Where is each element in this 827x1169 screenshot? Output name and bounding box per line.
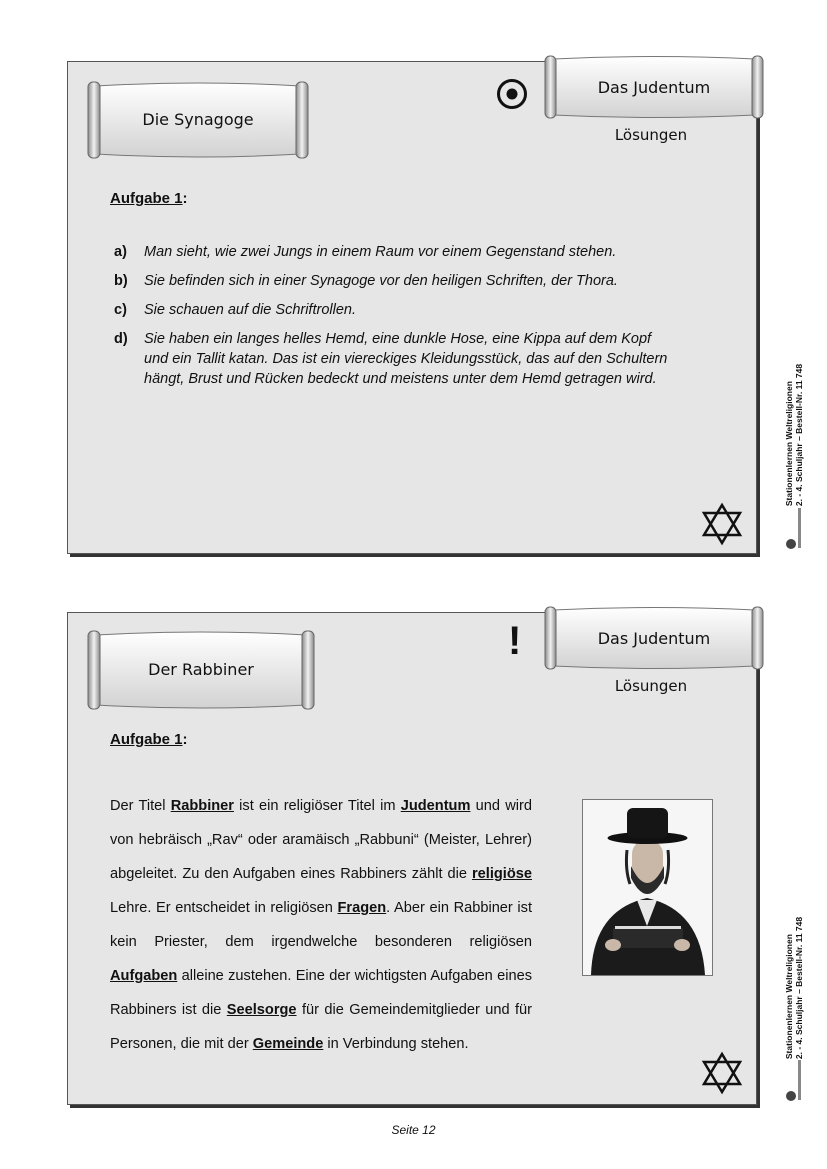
star-of-david-icon [700, 1051, 744, 1095]
topic-scroll [86, 629, 316, 711]
category-subtitle: Lösungen [614, 126, 688, 144]
category-scroll [543, 54, 765, 120]
keyword: Rabbiner [170, 798, 234, 814]
topic-title: Die Synagoge [142, 110, 254, 129]
side-label: Stationenlernen Weltreligionen 2. - 4. Schuljahr – Bestell-Nr. 11 748 [784, 916, 804, 1060]
answer-paragraph: Der Titel Rabbiner ist ein religiöser Titel im Judentum und wird von hebräisch „Rav“ oder aramäisch „Rabbuni“ (Meister, Lehrer) abgeleitet. Zu den Aufgaben eines Rabbiners zählt die religiöse Lehre. Er entscheidet in religiösen Fragen. Aber ein Rabbiner ist kein Priester, dem irgendwelche besonderen religiösen Aufgaben alleine zustehen. Eine der wichtigsten Aufgaben eines Rabbiners ist die Seelsorge für die Gemeindemitglieder und für Personen, die mit der Gemeinde in Verbindung stehen. [110, 798, 532, 1052]
category-title: Das Judentum [597, 629, 711, 648]
answer-item: c) Sie schauen auf die Schriftrollen. [114, 302, 356, 318]
keyword: Aufgaben [110, 968, 178, 984]
target-icon [496, 78, 528, 110]
category-scroll [543, 605, 765, 671]
keyword: Judentum [400, 798, 471, 814]
publisher-logo [785, 500, 807, 552]
answer-item: a) Man sieht, wie zwei Jungs in einem Raum vor einem Gegenstand stehen. [114, 244, 617, 260]
page-number: Seite 12 [391, 1123, 436, 1137]
rabbi-photo [582, 799, 713, 976]
keyword: religiöse [471, 866, 532, 882]
solution-card-rabbiner [67, 612, 757, 1105]
task-heading: Aufgabe 1: [110, 731, 188, 748]
solution-card-synagoge [67, 61, 757, 554]
keyword: Fragen [337, 900, 387, 916]
star-of-david-icon [700, 502, 744, 546]
answer-list [114, 242, 674, 398]
topic-scroll [86, 80, 310, 160]
answer-item: d) Sie haben ein langes helles Hemd, eine dunkle Hose, eine Kippa auf dem Kopf und ein Tallit katan. Das ist ein viereckiges Kleidungsstück, das auf den Schultern hängt, Brust und Rücken bedeckt und meistens unter dem Hemd getragen wird. [114, 331, 668, 387]
side-label: Stationenlernen Weltreligionen 2. - 4. Schuljahr – Bestell-Nr. 11 748 [784, 363, 804, 507]
category-title: Das Judentum [597, 78, 711, 97]
topic-title: Der Rabbiner [148, 660, 254, 679]
keyword: Gemeinde [252, 1036, 324, 1052]
task-heading: Aufgabe 1: [110, 190, 188, 207]
important-mark: ! [508, 619, 522, 663]
answer-item: b) Sie befinden sich in einer Synagoge vor den heiligen Schriften, der Thora. [114, 273, 618, 289]
keyword: Seelsorge [226, 1002, 297, 1018]
category-subtitle: Lösungen [614, 677, 688, 695]
publisher-logo [785, 1052, 807, 1104]
